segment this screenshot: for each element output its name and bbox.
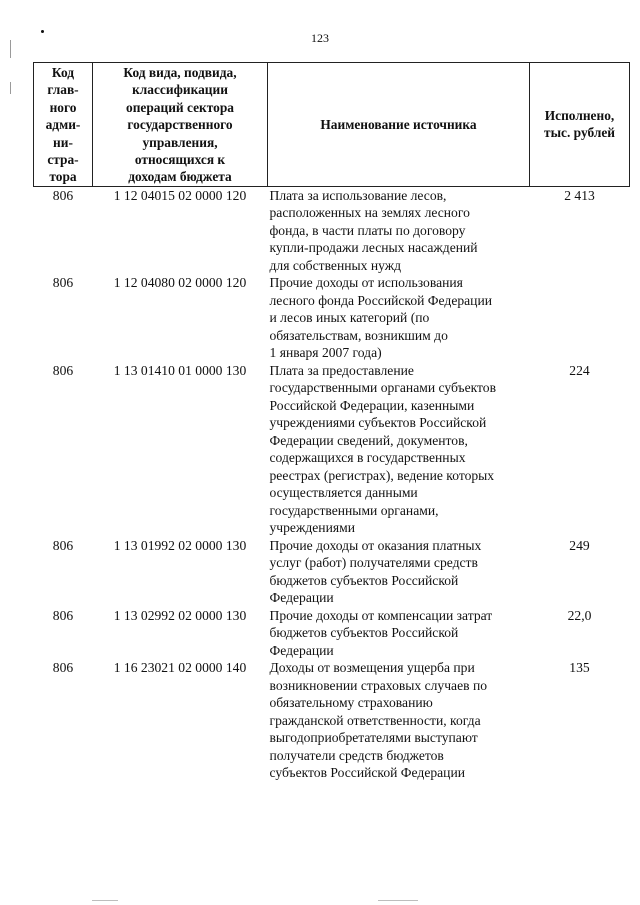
page-number: 123 [311, 31, 329, 45]
header-executed: Исполнено, тыс. рублей [530, 63, 630, 187]
admin-code-cell: 806 [52, 362, 74, 378]
admin-code-cell: 806 [52, 537, 74, 553]
classification-code-cell: 1 13 01992 02 0000 130 [113, 537, 247, 553]
table-row [34, 362, 630, 537]
source-name-cell: Плата за предоставление государственными органами субъектов Российской Федерации, казенными учреждениями субъектов Российской Федерации сведений, документов, содержащихся в государственных реестрах (регистрах), ведение которых осуществляется данными государственными органами, учреждениями [269, 362, 497, 536]
table-header-row [34, 63, 630, 187]
header-classification-code: Код вида, подвида, классификации операций сектора государственного управления, относящихся к доходам бюджета [93, 63, 268, 187]
admin-code-cell: 806 [52, 660, 74, 676]
executed-amount-cell: 2 413 [564, 187, 595, 203]
source-name-cell: Прочие доходы от компенсации затрат бюджетов субъектов Российской Федерации [269, 607, 493, 658]
admin-code-cell: 806 [52, 275, 74, 291]
income-sources-table [33, 62, 630, 782]
table-row [34, 659, 630, 782]
header-source-name: Наименование источника [268, 63, 530, 187]
table-row [34, 274, 630, 362]
table-row [34, 186, 630, 274]
classification-code-cell: 1 12 04015 02 0000 120 [113, 187, 247, 203]
executed-amount-cell [530, 274, 630, 362]
header-admin-code: Код глав- ного адми- ни- стра- тора [34, 63, 93, 187]
admin-code-cell: 806 [52, 607, 74, 623]
source-name-cell: Прочие доходы от использования лесного фонда Российской Федерации и лесов иных категорий (по обязательствам, возникшим до 1 января 2007 года) [269, 275, 493, 361]
classification-code-cell: 1 16 23021 02 0000 140 [113, 660, 247, 676]
classification-code-cell: 1 13 02992 02 0000 130 [113, 607, 247, 623]
classification-code-cell: 1 13 01410 01 0000 130 [113, 362, 247, 378]
executed-amount-cell: 135 [569, 660, 590, 676]
executed-amount-cell: 224 [569, 362, 590, 378]
table-row [34, 537, 630, 607]
admin-code-cell: 806 [52, 187, 74, 203]
scan-edge-mark [10, 82, 11, 94]
executed-amount-cell: 22,0 [567, 607, 592, 623]
scan-noise [92, 900, 118, 901]
scan-noise [378, 900, 418, 901]
classification-code-cell: 1 12 04080 02 0000 120 [113, 275, 247, 291]
source-name-cell: Прочие доходы от оказания платных услуг (работ) получателями средств бюджетов субъектов Российской Федерации [269, 537, 482, 606]
table-row [34, 607, 630, 660]
table-body [34, 186, 630, 782]
source-name-cell: Плата за использование лесов, расположенных на землях лесного фонда, в части платы по договору купли-продажи лесных насаждений для собственных нужд [269, 187, 478, 273]
source-name-cell: Доходы от возмещения ущерба при возникновении страховых случаев по обязательному страхованию гражданской ответственности, когда выгодоприобретателями выступают получатели средств бюджетов субъектов Российской Федерации [269, 660, 488, 781]
scan-edge-mark [10, 40, 11, 58]
executed-amount-cell: 249 [569, 537, 590, 553]
